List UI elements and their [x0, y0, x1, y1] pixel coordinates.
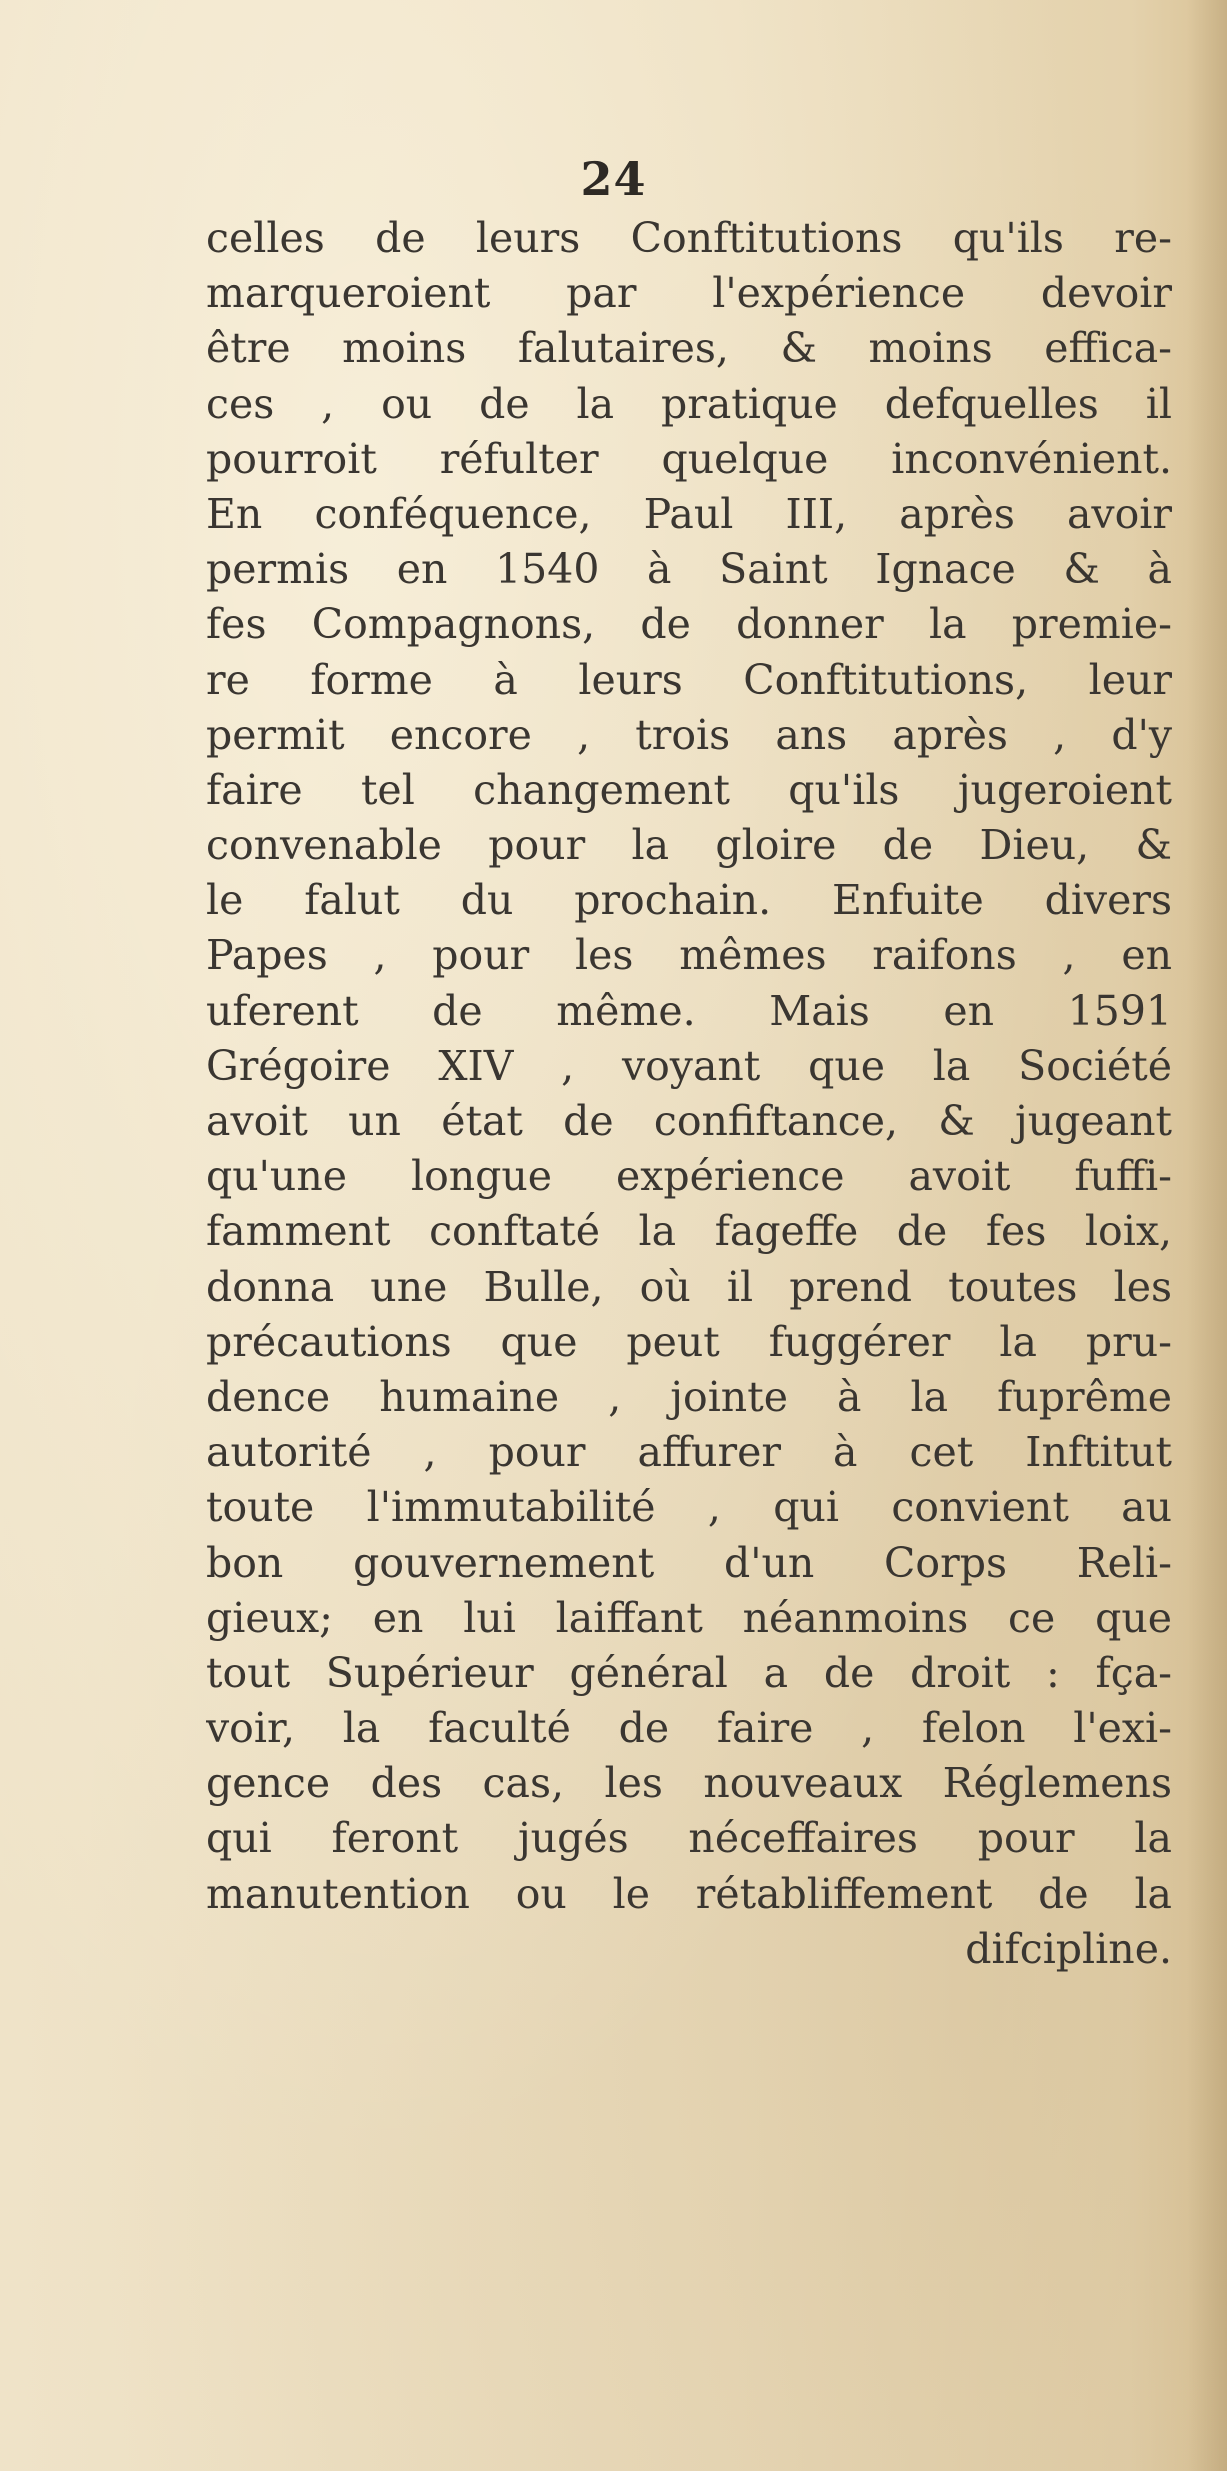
text-line: être moins falutaires, & moins effica- [206, 324, 1172, 373]
text-line: convenable pour la gloire de Dieu, & [206, 821, 1172, 870]
text-line: famment conftaté la fageffe de fes loix, [206, 1207, 1172, 1256]
page-number: 24 [580, 152, 647, 206]
text-line: celles de leurs Conftitutions qu'ils re- [206, 214, 1172, 262]
text-line: autorité , pour affurer à cet Inftitut [206, 1428, 1172, 1477]
text-line: précautions que peut fuggérer la pru- [206, 1317, 1172, 1366]
text-line: tout Supérieur général a de droit : fça- [206, 1648, 1172, 1697]
text-line: Grégoire XIV , voyant que la Société [206, 1041, 1172, 1090]
text-line: fes Compagnons, de donner la premie- [206, 600, 1172, 649]
page-edge-shadow [1187, 0, 1227, 2471]
text-line: le falut du prochain. Enfuite divers [206, 876, 1172, 925]
text-line: qui feront jugés néceffaires pour la [206, 1814, 1172, 1863]
text-line: pourroit réfulter quelque inconvénient. [206, 434, 1172, 483]
text-line: manutention ou le rétabliffement de la [206, 1869, 1172, 1918]
text-line: donna une Bulle, où il prend toutes les [206, 1262, 1172, 1311]
text-line: permit encore , trois ans après , d'y [206, 710, 1172, 759]
text-line: gieux; en lui laiffant néanmoins ce que [206, 1593, 1172, 1642]
text-line: ces , ou de la pratique defquelles il [206, 379, 1172, 428]
text-line: re forme à leurs Conftitutions, leur [206, 655, 1172, 704]
text-line: qu'une longue expérience avoit fuffi- [206, 1152, 1172, 1201]
text-line: toute l'immutabilité , qui convient au [206, 1483, 1172, 1532]
text-line-final: difcipline. [965, 1924, 1172, 1973]
body-text [206, 211, 1172, 1977]
text-line: faire tel changement qu'ils jugeroient [206, 765, 1172, 814]
text-line: voir, la faculté de faire , felon l'exi- [206, 1704, 1172, 1753]
text-line: uferent de même. Mais en 1591 [206, 986, 1172, 1035]
text-line: dence humaine , jointe à la fuprême [206, 1372, 1172, 1421]
text-line: bon gouvernement d'un Corps Reli- [206, 1538, 1172, 1587]
text-line: avoit un état de confiftance, & jugeant [206, 1097, 1172, 1145]
text-line: permis en 1540 à Saint Ignace & à [206, 545, 1172, 594]
text-line: En conféquence, Paul III, après avoir [206, 489, 1172, 538]
text-line: marqueroient par l'expérience devoir [206, 269, 1172, 318]
text-line: Papes , pour les mêmes raifons , en [206, 931, 1172, 980]
text-line: gence des cas, les nouveaux Réglemens [206, 1759, 1172, 1808]
